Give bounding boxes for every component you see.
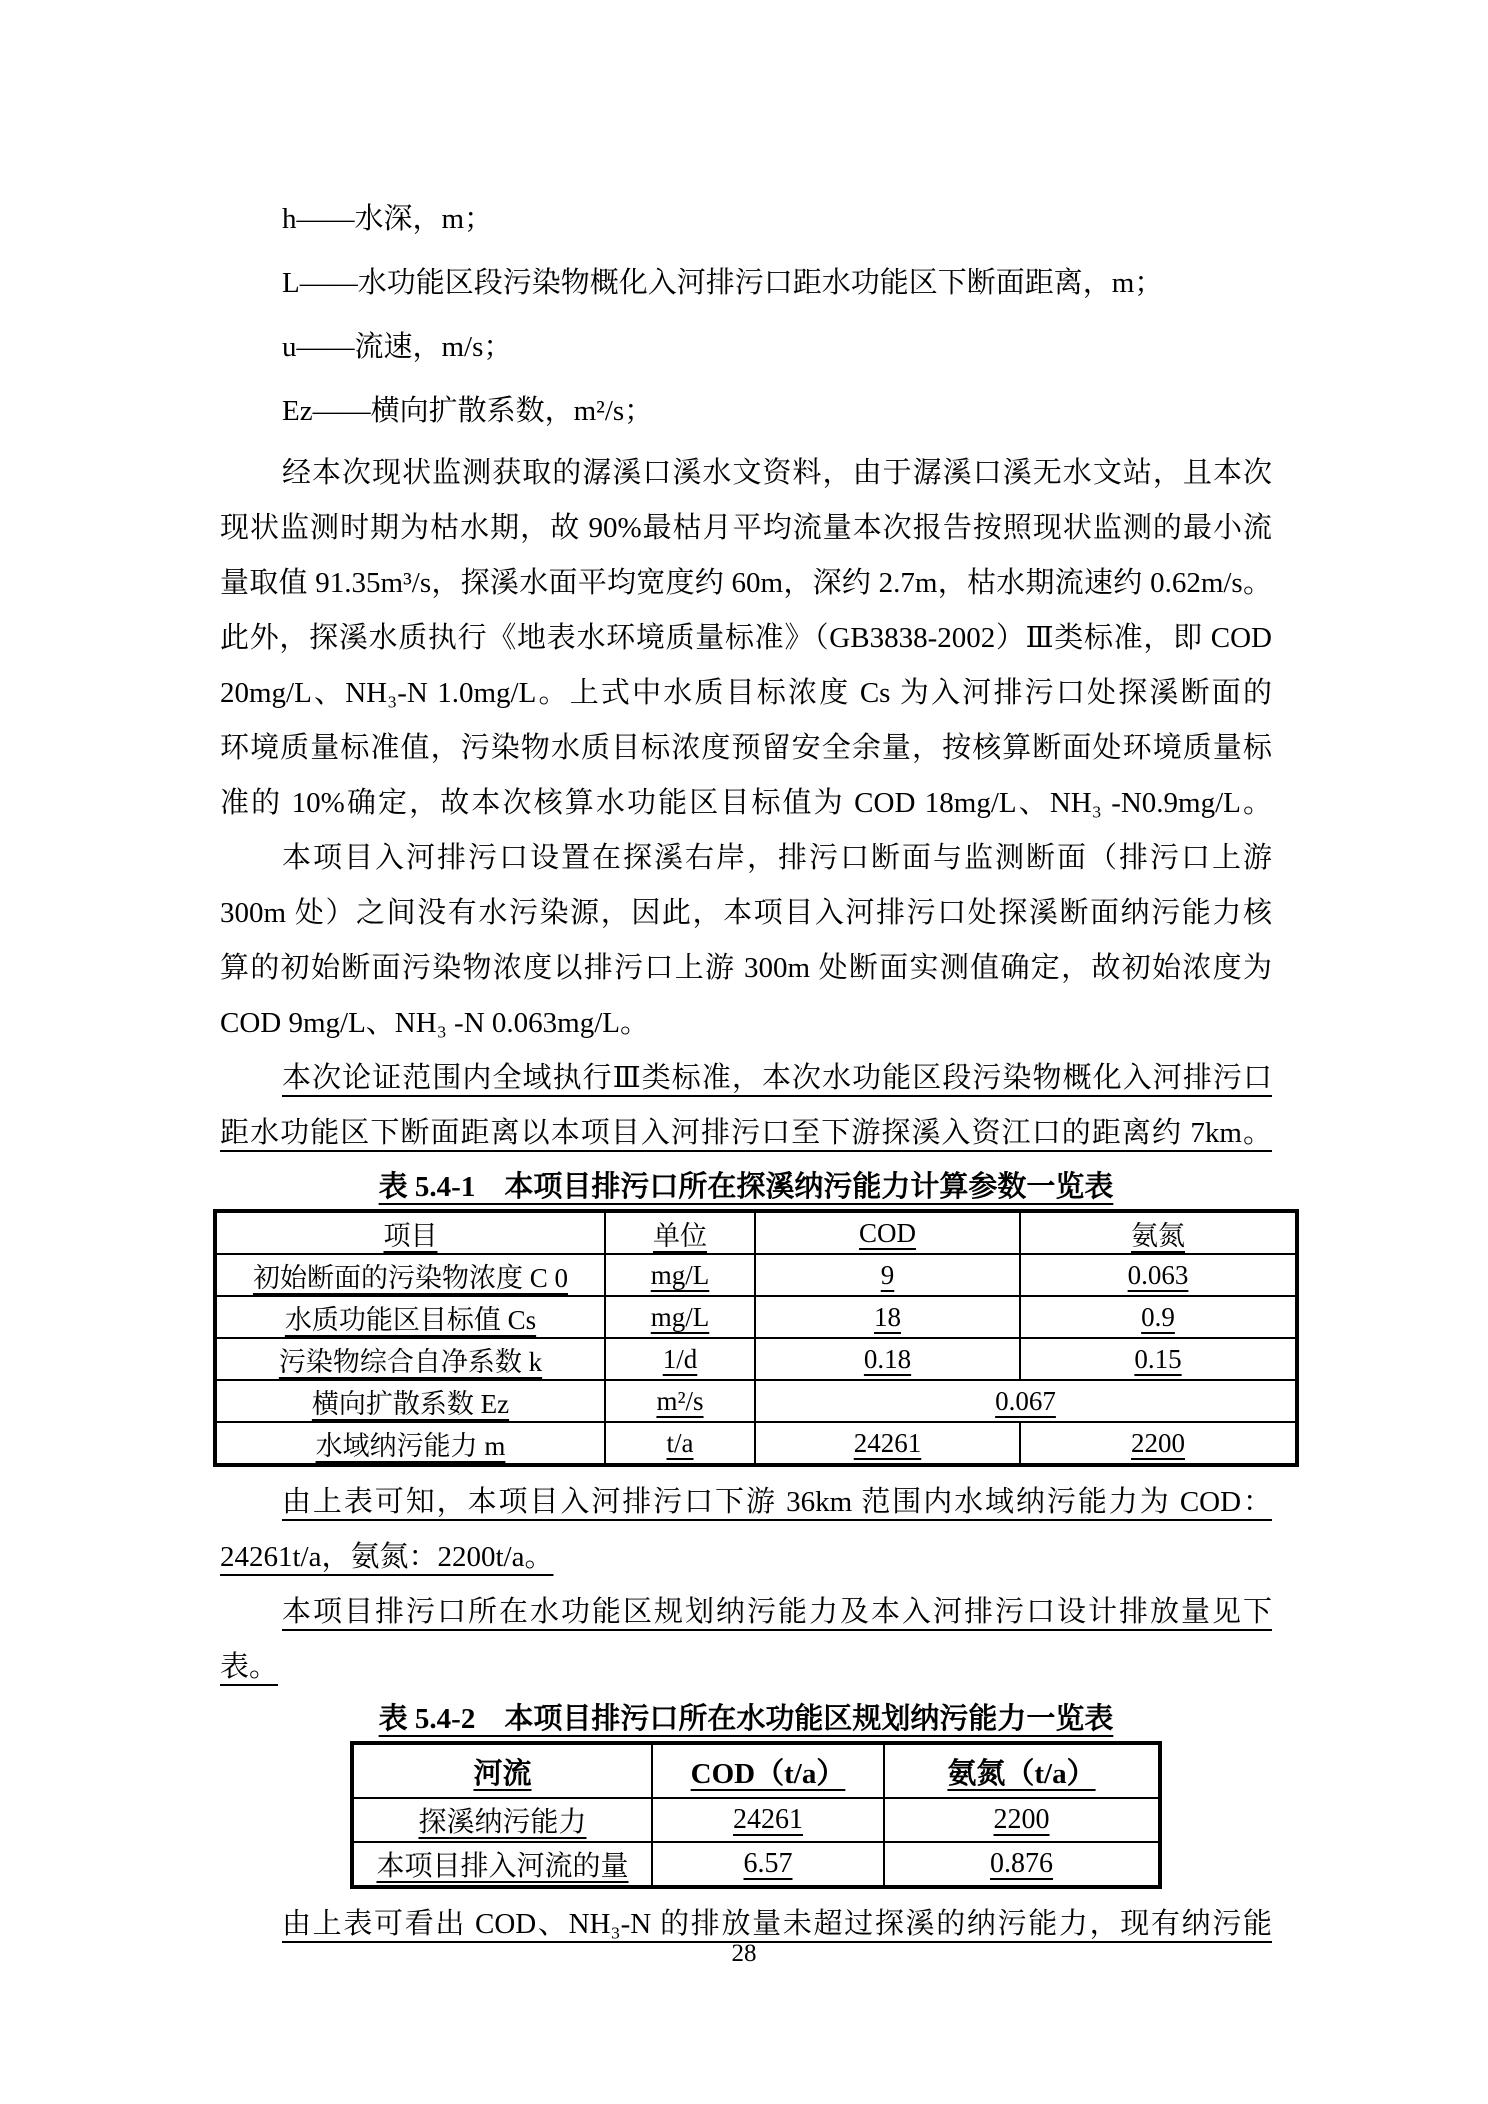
definition-line: Ez——横向扩散系数，m²/s； <box>282 395 654 427</box>
table-cell: 18 <box>755 1296 1020 1338</box>
paragraph-line: 现状监测时期为枯水期，故 90%最枯月平均流量本次报告按照现状监测的最小流 <box>220 512 1272 544</box>
table-row <box>215 1422 1297 1465</box>
paragraph-line: 由上表可看出 COD、NH₃-N 的排放量未超过探溪的纳污能力，现有纳污能 <box>282 1908 1272 1940</box>
paragraph <box>220 1475 1272 1585</box>
page-number: 28 <box>731 1940 757 1967</box>
paragraph-line: 本项目排污口所在水功能区规划纳污能力及本入河排污口设计排放量见下 <box>282 1596 1272 1628</box>
table-cell: 水域纳污能力 m <box>215 1422 605 1465</box>
table-5-4-2-title <box>220 1697 1272 1741</box>
definition-line: h——水深，m； <box>282 203 494 235</box>
table-cell: 6.57 <box>652 1842 884 1887</box>
paragraph-line: 距水功能区下断面距离以本项目入河排污口至下游探溪入资江口的距离约 7km。 <box>220 1117 1272 1149</box>
table-cell: 初始断面的污染物浓度 C 0 <box>215 1254 605 1296</box>
table-row <box>215 1296 1297 1338</box>
paragraph-line: COD 9mg/L、NH₃ -N 0.063mg/L。 <box>220 1007 649 1039</box>
table-header-row <box>352 1743 1160 1798</box>
column-header: 河流 <box>352 1743 652 1798</box>
table-row <box>352 1842 1160 1887</box>
table-cell: 污染物综合自净系数 k <box>215 1338 605 1380</box>
column-header: 项目 <box>215 1211 605 1254</box>
table-5-4-1-title <box>220 1165 1272 1209</box>
table-cell: 0.9 <box>1020 1296 1297 1338</box>
paragraph <box>220 1051 1272 1161</box>
table-cell: 1/d <box>605 1338 755 1380</box>
table-cell: 24261 <box>755 1422 1020 1465</box>
table-5-4-1-title-text: 表 5.4-1 本项目排污口所在探溪纳污能力计算参数一览表 <box>378 1171 1114 1203</box>
column-header: 单位 <box>605 1211 755 1254</box>
table-cell: mg/L <box>605 1254 755 1296</box>
paragraph-line: 由上表可知，本项目入河排污口下游 36km 范围内水域纳污能力为 COD： <box>282 1486 1272 1518</box>
table-cell: 24261 <box>652 1798 884 1842</box>
table-cell: 0.18 <box>755 1338 1020 1380</box>
definition-line: u——流速，m/s； <box>282 331 513 363</box>
table-5-4-1 <box>213 1209 1299 1467</box>
table-cell: mg/L <box>605 1296 755 1338</box>
paragraph-line: 准的 10%确定，故本次核算水功能区目标值为 COD 18mg/L、NH₃ -N0.9mg/L。 <box>220 787 1272 819</box>
paragraph-line: 24261t/a，氨氮：2200t/a。 <box>220 1541 554 1573</box>
paragraph-line: 本项目入河排污口设置在探溪右岸，排污口断面与监测断面（排污口上游 <box>282 842 1272 874</box>
paragraph-line: 300m 处）之间没有水污染源，因此，本项目入河排污口处探溪断面纳污能力核 <box>220 897 1272 929</box>
paragraph-line: 算的初始断面污染物浓度以排污口上游 300m 处断面实测值确定，故初始浓度为 <box>220 952 1272 984</box>
table-cell: 0.15 <box>1020 1338 1297 1380</box>
table-5-4-2-title-text: 表 5.4-2 本项目排污口所在水功能区规划纳污能力一览表 <box>378 1703 1114 1735</box>
table-row <box>215 1338 1297 1380</box>
paragraph <box>220 1585 1272 1695</box>
table-cell: 2200 <box>884 1798 1160 1842</box>
table-cell: 2200 <box>1020 1422 1297 1465</box>
paragraph-line: 环境质量标准值，污染物水质目标浓度预留安全余量，按核算断面处环境质量标 <box>220 732 1272 764</box>
table-cell: 本项目排入河流的量 <box>352 1842 652 1887</box>
column-header: COD（t/a） <box>652 1743 884 1798</box>
page-content <box>220 190 1272 1952</box>
table-row <box>215 1380 1297 1422</box>
table-cell: 0.876 <box>884 1842 1160 1887</box>
table-cell: 9 <box>755 1254 1020 1296</box>
paragraph <box>220 831 1272 1051</box>
paragraph-line: 量取值 91.35m³/s，探溪水面平均宽度约 60m，深约 2.7m，枯水期流速约 0.62m/s。 <box>220 567 1272 599</box>
table-row <box>352 1798 1160 1842</box>
table-cell: t/a <box>605 1422 755 1465</box>
column-header: COD <box>755 1211 1020 1254</box>
definition-line: L——水功能区段污染物概化入河排污口距水功能区下断面距离，m； <box>282 267 1164 299</box>
table-cell: 水质功能区目标值 Cs <box>215 1296 605 1338</box>
table-cell-merged: 0.067 <box>755 1380 1297 1422</box>
table-cell: 探溪纳污能力 <box>352 1798 652 1842</box>
table-cell: m²/s <box>605 1380 755 1422</box>
paragraph-line: 表。 <box>220 1651 279 1683</box>
paragraph <box>220 446 1272 831</box>
paragraph-line: 本次论证范围内全域执行Ⅲ类标准，本次水功能区段污染物概化入河排污口 <box>282 1062 1272 1094</box>
paragraph-line: 经本次现状监测获取的潺溪口溪水文资料，由于潺溪口溪无水文站，且本次 <box>282 457 1272 489</box>
column-header: 氨氮（t/a） <box>884 1743 1160 1798</box>
table-header-row <box>215 1211 1297 1254</box>
table-5-4-2 <box>350 1741 1162 1889</box>
paragraph-line: 20mg/L、NH₃-N 1.0mg/L。上式中水质目标浓度 Cs 为入河排污口处探溪断面的 <box>220 677 1272 709</box>
definition-list <box>220 190 1272 446</box>
table-row <box>215 1254 1297 1296</box>
column-header: 氨氮 <box>1020 1211 1297 1254</box>
paragraph-line: 此外，探溪水质执行《地表水环境质量标准》（GB3838-2002）Ⅲ类标准，即 COD <box>220 622 1272 654</box>
table-cell: 横向扩散系数 Ez <box>215 1380 605 1422</box>
table-cell: 0.063 <box>1020 1254 1297 1296</box>
